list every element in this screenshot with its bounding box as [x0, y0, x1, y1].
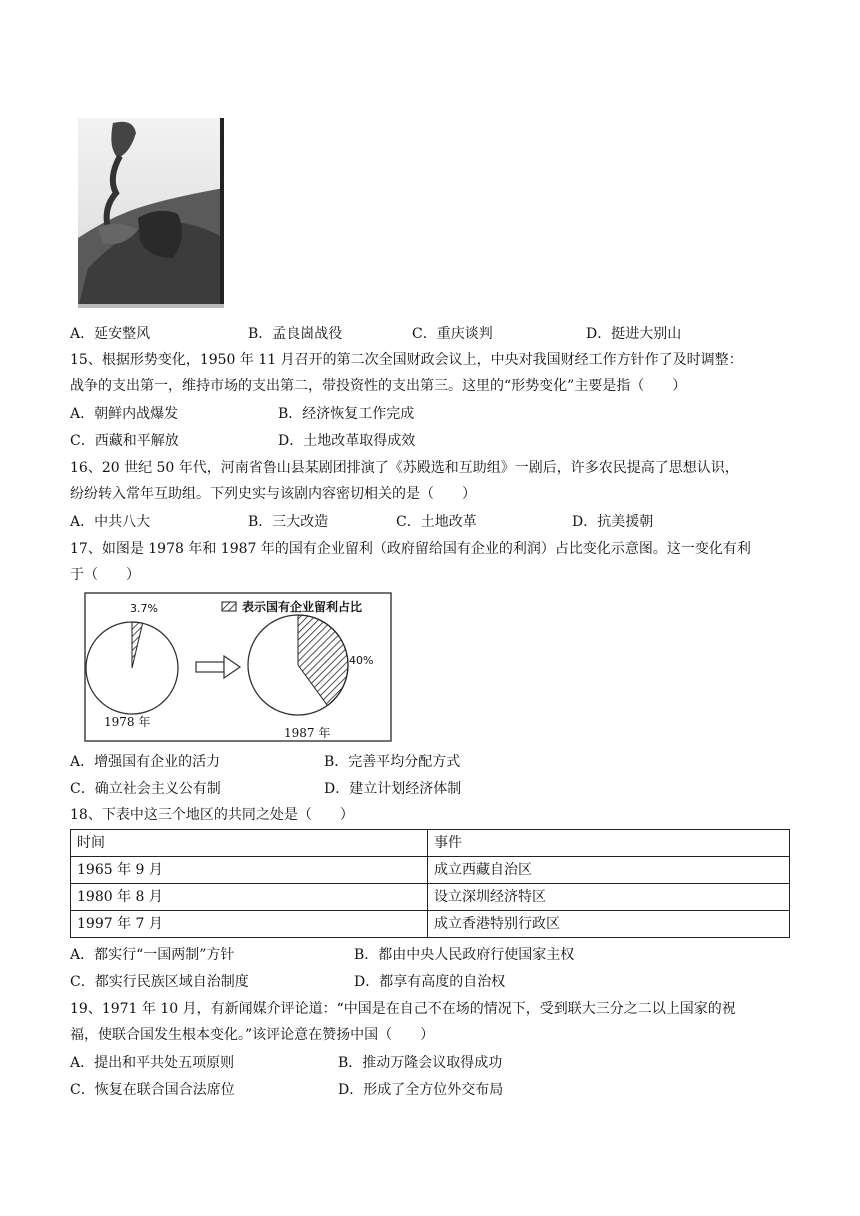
q17-stem-line1: 17、如图是 1978 年和 1987 年的国有企业留利（政府留给国有企业的利润）占比变化示意图。这一变化有利 [70, 541, 751, 557]
q15-option-d: D．土地改革取得成效 [278, 433, 416, 449]
q19-option-b: B．推动万隆会议取得成功 [338, 1055, 503, 1071]
table-header-time: 时间 [71, 830, 428, 857]
table-cell-event: 成立香港特别行政区 [428, 911, 790, 938]
arrow-icon [196, 656, 240, 678]
table-row [71, 911, 790, 938]
q18-option-a: A．都实行“一国两制”方针 [70, 947, 235, 963]
events-table [70, 829, 790, 938]
q17-stem-line2: 于（ ） [70, 567, 140, 583]
q17-option-a: A．增强国有企业的活力 [70, 754, 221, 770]
table-cell-event: 成立西藏自治区 [428, 857, 790, 884]
q16-option-a: A．中共八大 [70, 514, 151, 530]
pie-1978-year-label: 1978 年 [104, 715, 151, 729]
q19-option-a: A．提出和平共处五项原则 [70, 1055, 235, 1071]
q17-option-b: B．完善平均分配方式 [324, 754, 461, 770]
q15-stem-line2: 战争的支出第一，维持市场的支出第二，带投资性的支出第三。这里的“形势变化”主要是指（ ） [70, 378, 687, 394]
table-header-event: 事件 [428, 830, 790, 857]
q16-stem-line1: 16、20 世纪 50 年代，河南省鲁山县某剧团排演了《苏殿选和互助组》一剧后，许多农民提高了思想认识， [70, 460, 739, 476]
q18-option-b: B．都由中央人民政府行使国家主权 [354, 947, 575, 963]
q19-stem-line2: 福，使联合国发生根本变化。”该评论意在赞扬中国（ ） [70, 1027, 435, 1043]
pie-1978-value-label: 3.7% [130, 602, 158, 615]
q18-option-c: C．都实行民族区域自治制度 [70, 974, 249, 990]
legend-swatch [222, 602, 236, 611]
q18-option-d: D．都享有高度的自治权 [354, 974, 506, 990]
table-cell-time: 1997 年 7 月 [71, 911, 428, 938]
q15-stem-line1: 15、根据形势变化，1950 年 11 月召开的第二次全国财政会议上，中央对我国财经工作方针作了及时调整： [70, 352, 743, 368]
q19-option-c: C．恢复在联合国合法席位 [70, 1082, 235, 1098]
table-row [71, 884, 790, 911]
q16-option-d: D．抗美援朝 [572, 514, 654, 530]
q16-option-b: B．三大改造 [248, 514, 329, 530]
table-cell-time: 1980 年 8 月 [71, 884, 428, 911]
table-cell-event: 设立深圳经济特区 [428, 884, 790, 911]
table-cell-time: 1965 年 9 月 [71, 857, 428, 884]
q17-option-c: C．确立社会主义公有制 [70, 781, 221, 797]
pie-1987-value-label: 40% [349, 654, 374, 667]
q15-option-a: A．朝鲜内战爆发 [70, 406, 179, 422]
pie-1987-year-label: 1987 年 [284, 726, 331, 740]
pie-chart-figure [84, 592, 392, 744]
q19-option-d: D．形成了全方位外交布局 [338, 1082, 504, 1098]
q17-option-d: D．建立计划经济体制 [324, 781, 462, 797]
q14-option-d: D．挺进大别山 [586, 326, 682, 342]
q14-option-c: C．重庆谈判 [412, 326, 493, 342]
table-header-row [71, 830, 790, 857]
table-row [71, 857, 790, 884]
q15-option-c: C．西藏和平解放 [70, 433, 179, 449]
q16-option-c: C．土地改革 [396, 514, 477, 530]
historical-photo [78, 118, 224, 308]
q16-stem-line2: 纷纷转入常年互助组。下列史实与该剧内容密切相关的是（ ） [70, 486, 476, 502]
q19-stem-line1: 19、1971 年 10 月，有新闻媒介评论道：“中国是在自己不在场的情况下，受到联大三分之二以上国家的祝 [70, 1001, 736, 1017]
q18-stem: 18、下表中这三个地区的共同之处是（ ） [70, 807, 354, 823]
q14-option-b: B．孟良崮战役 [248, 326, 343, 342]
q15-option-b: B．经济恢复工作完成 [278, 406, 415, 422]
q14-option-a: A．延安整风 [70, 326, 151, 342]
legend-label: 表示国有企业留利占比 [242, 600, 363, 614]
